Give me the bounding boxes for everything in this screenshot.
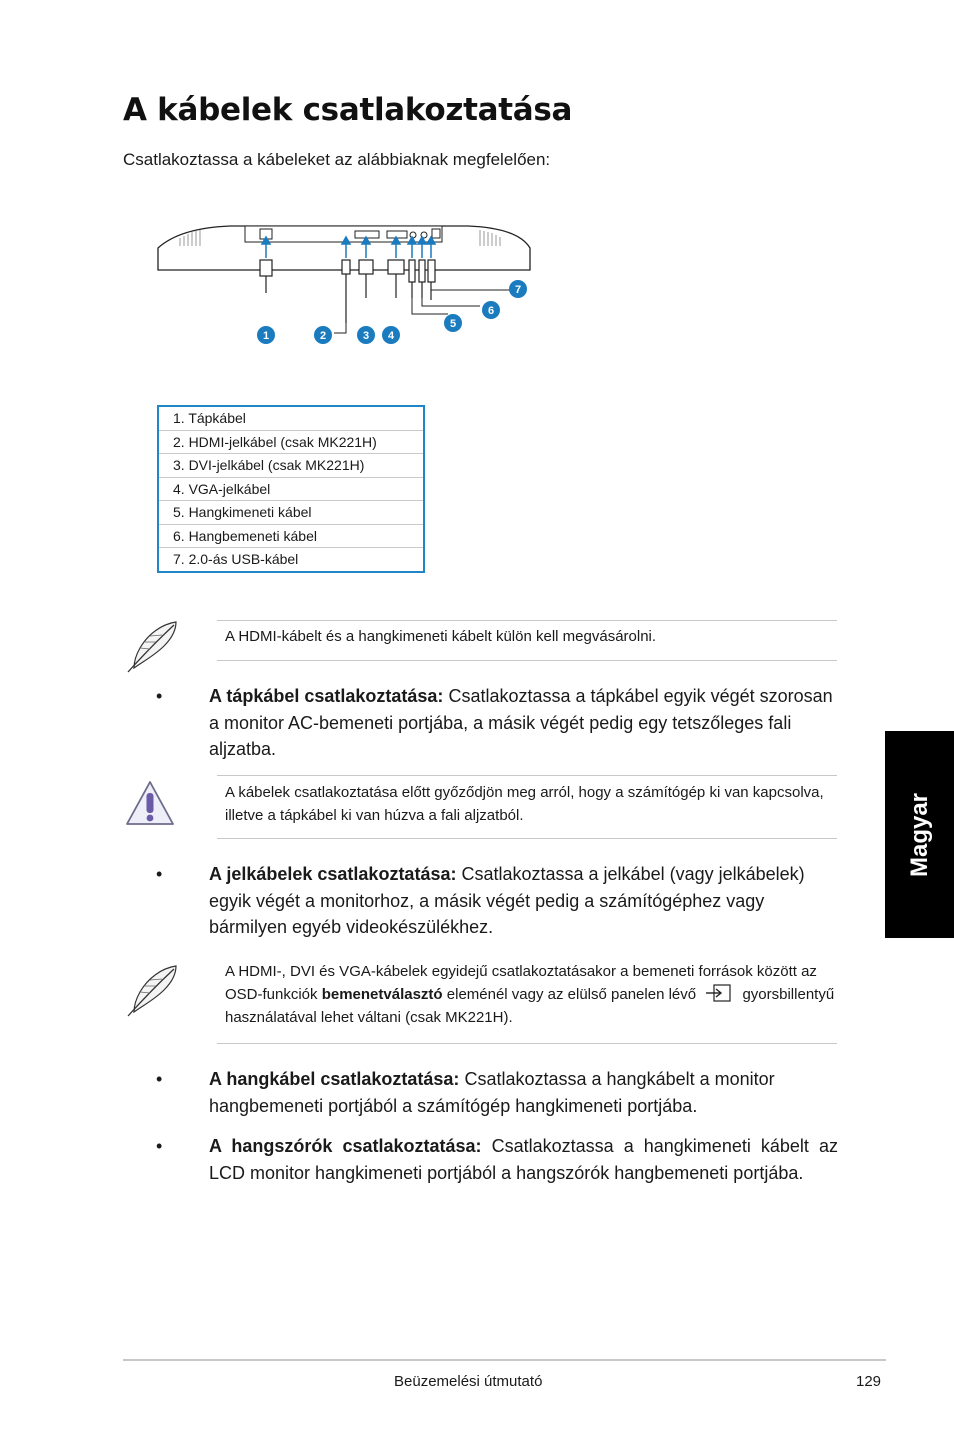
callout-7-label: 7 <box>514 284 522 296</box>
bullet-symbol: • <box>156 864 163 884</box>
signal-cable-paragraph <box>209 861 838 941</box>
language-label: Magyar <box>905 792 933 877</box>
legend-item: 7. 2.0-ás USB-kábel <box>173 551 299 568</box>
power-cable-heading: A tápkábel csatlakoztatása: <box>209 686 444 706</box>
feather-note-icon <box>120 962 182 1020</box>
callout-1-label: 1 <box>262 330 270 342</box>
legend-item: 6. Hangbemeneti kábel <box>158 524 424 548</box>
power-cable-paragraph <box>209 683 838 763</box>
legend-row <box>158 548 424 572</box>
bullet-symbol: • <box>156 1069 163 1089</box>
legend-row <box>158 477 424 501</box>
note-divider-bottom <box>217 660 837 661</box>
callout-6-label: 6 <box>487 305 495 317</box>
legend-item: 2. HDMI-jelkábel (csak MK221H) <box>158 430 424 454</box>
power-cable-text: Csatlakoztassa a tápkábel egyik végét szorosan a monitor AC-bemeneti portjába, a másik végét pedig egy tetszőleges fali aljzatba. <box>209 686 833 759</box>
note-input-part3: gyorsbillentyű használatával lehet váltani (csak MK221H). <box>225 986 835 1026</box>
warning-text: A kábelek csatlakoztatása előtt győződjön meg arról, hogy a számítógép ki van kapcsolva, illetve a tápkábel ki van húzva a fali aljzatból. <box>225 784 824 824</box>
intro-text: Csatlakoztassa a kábeleket az alábbiaknak megfelelően: <box>123 150 551 169</box>
audio-cable-text: Csatlakoztassa a hangkábelt a monitor hangbemeneti portjából a számítógép hangkimeneti portjába. <box>209 1069 775 1116</box>
legend-item: 3. DVI-jelkábel (csak MK221H) <box>158 454 424 478</box>
signal-cable-heading: A jelkábelek csatlakoztatása: <box>209 864 457 884</box>
warning-divider-top <box>217 775 837 776</box>
speaker-heading: A hangszórók csatlakoztatása: <box>209 1136 482 1156</box>
note-divider-top <box>217 620 837 621</box>
speaker-paragraph <box>209 1133 838 1186</box>
feather-note-icon <box>120 618 182 676</box>
note-input-part1: A HDMI-, DVI és VGA-kábelek egyidejű csatlakoztatásakor a bemeneti források között az OSD-funkciók <box>225 963 817 1003</box>
input-select-icon <box>704 984 734 1002</box>
legend-row <box>158 454 424 478</box>
warning-icon <box>124 778 176 830</box>
callout-5-label: 5 <box>449 318 457 330</box>
callout-4-label: 4 <box>387 330 395 342</box>
bullet-symbol: • <box>156 686 163 706</box>
legend-item: 5. Hangkimeneti kábel <box>158 501 424 525</box>
legend-item: 4. VGA-jelkábel <box>158 477 424 501</box>
legend-row <box>158 524 424 548</box>
language-side-tab <box>885 731 954 938</box>
callout-2-label: 2 <box>319 330 327 342</box>
audio-cable-heading: A hangkábel csatlakoztatása: <box>209 1069 460 1089</box>
legend-row <box>158 501 424 525</box>
page-number: 129 <box>856 1373 882 1390</box>
speaker-text: Csatlakoztassa a hangkimeneti kábelt az LCD monitor hangkimeneti portjából a hangszórók hangbemeneti portjába. <box>209 1136 838 1183</box>
audio-cable-paragraph <box>209 1066 838 1119</box>
note-hdmi-purchase: A HDMI-kábelt és a hangkimeneti kábelt külön kell megvásárolni. <box>225 628 657 645</box>
legend-row <box>158 430 424 454</box>
callout-3-label: 3 <box>362 330 370 342</box>
signal-cable-text: Csatlakoztassa a jelkábel (vagy jelkábelek) egyik végét a monitorhoz, a másik végét pedig a számítógéphez vagy bármilyen egyéb videokészülékhez. <box>209 864 805 937</box>
note-input-part2: eleménél vagy az elülső panelen lévő <box>446 986 697 1003</box>
cable-diagram <box>150 218 540 358</box>
legend-item: 1. Tápkábel <box>158 406 424 430</box>
note-input-switch <box>225 960 837 1029</box>
cable-legend-table <box>157 405 425 573</box>
note2-divider-bottom <box>217 1043 837 1044</box>
warning-divider-bottom <box>217 838 837 839</box>
footer-divider <box>123 1359 886 1361</box>
footer-title: Beüzemelési útmutató <box>394 1373 543 1390</box>
page-title: A kábelek csatlakoztatása <box>123 92 573 128</box>
bullet-symbol: • <box>156 1136 163 1156</box>
legend-row <box>158 406 424 430</box>
note-input-bold: bemenetválasztó <box>321 986 443 1003</box>
